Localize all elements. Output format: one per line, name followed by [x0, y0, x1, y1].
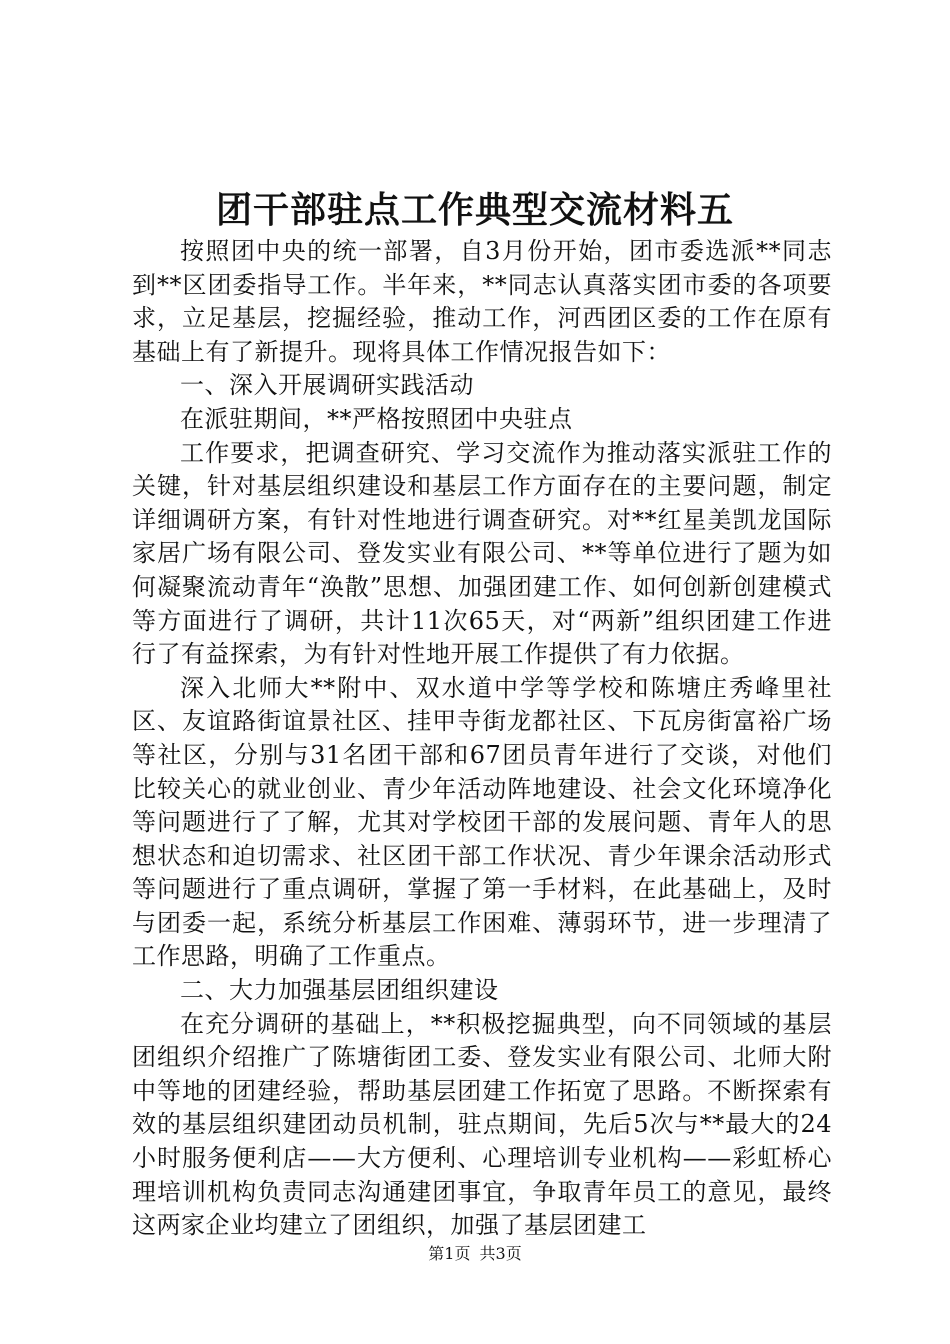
section-heading: 一、深入开展调研实践活动	[180, 371, 474, 400]
page-total: 共3页	[479, 1244, 522, 1263]
document-title: 团干部驻点工作典型交流材料五	[215, 189, 734, 231]
section-heading: 二、大力加强基层团组织建设	[180, 976, 499, 1005]
page-footer	[0, 1244, 950, 1264]
paragraph: 按照团中央的统一部署，自3月份开始，团市委选派**同志到**区团委指导工作。半年来，**同志认真落实团市委的各项要求，立足基层，挖掘经验，推动工作，河西团区委的工作在原有基础上有了新提升。现将具体工作情况报告如下：	[132, 237, 832, 366]
page-number: 第1页	[428, 1244, 471, 1263]
paragraph: 在充分调研的基础上，**积极挖掘典型，向不同领域的基层团组织介绍推广了陈塘街团工委、登发实业有限公司、北师大附中等地的团建经验，帮助基层团建工作拓宽了思路。不断探索有效的基层组织建团动员机制，驻点期间，先后5次与**最大的24小时服务便利店——大方便利、心理培训专业机构——彩虹桥心理培训机构负责同志沟通建团事宜，争取青年员工的意见，最终这两家企业均建立了团组织，加强了基层团建工	[132, 1009, 832, 1240]
paragraph: 工作要求，把调查研究、学习交流作为推动落实派驻工作的关键，针对基层组织建设和基层工作方面存在的主要问题，制定详细调研方案，有针对性地进行调查研究。对**红星美凯龙国际家居广场有限公司、登发实业有限公司、**等单位进行了题为如何凝聚流动青年“涣散”思想、加强团建工作、如何创新创建模式等方面进行了调研，共计11次65天，对“两新”组织团建工作进行了有益探索，为有针对性地开展工作提供了有力依据。	[132, 438, 832, 669]
paragraph: 在派驻期间，**严格按照团中央驻点	[180, 404, 573, 433]
paragraph: 深入北师大**附中、双水道中学等学校和陈塘庄秀峰里社区、友谊路街谊景社区、挂甲寺街龙都社区、下瓦房街富裕广场等社区，分别与31名团干部和67团员青年进行了交谈，对他们比较关心的就业创业、青少年活动阵地建设、社会文化环境净化等问题进行了了解，尤其对学校团干部的发展问题、青年人的思想状态和迫切需求、社区团干部工作状况、青少年课余活动形式等问题进行了重点调研，掌握了第一手材料，在此基础上，及时与团委一起，系统分析基层工作困难、薄弱环节，进一步理清了工作思路，明确了工作重点。	[132, 673, 832, 971]
document-body	[132, 235, 832, 1243]
